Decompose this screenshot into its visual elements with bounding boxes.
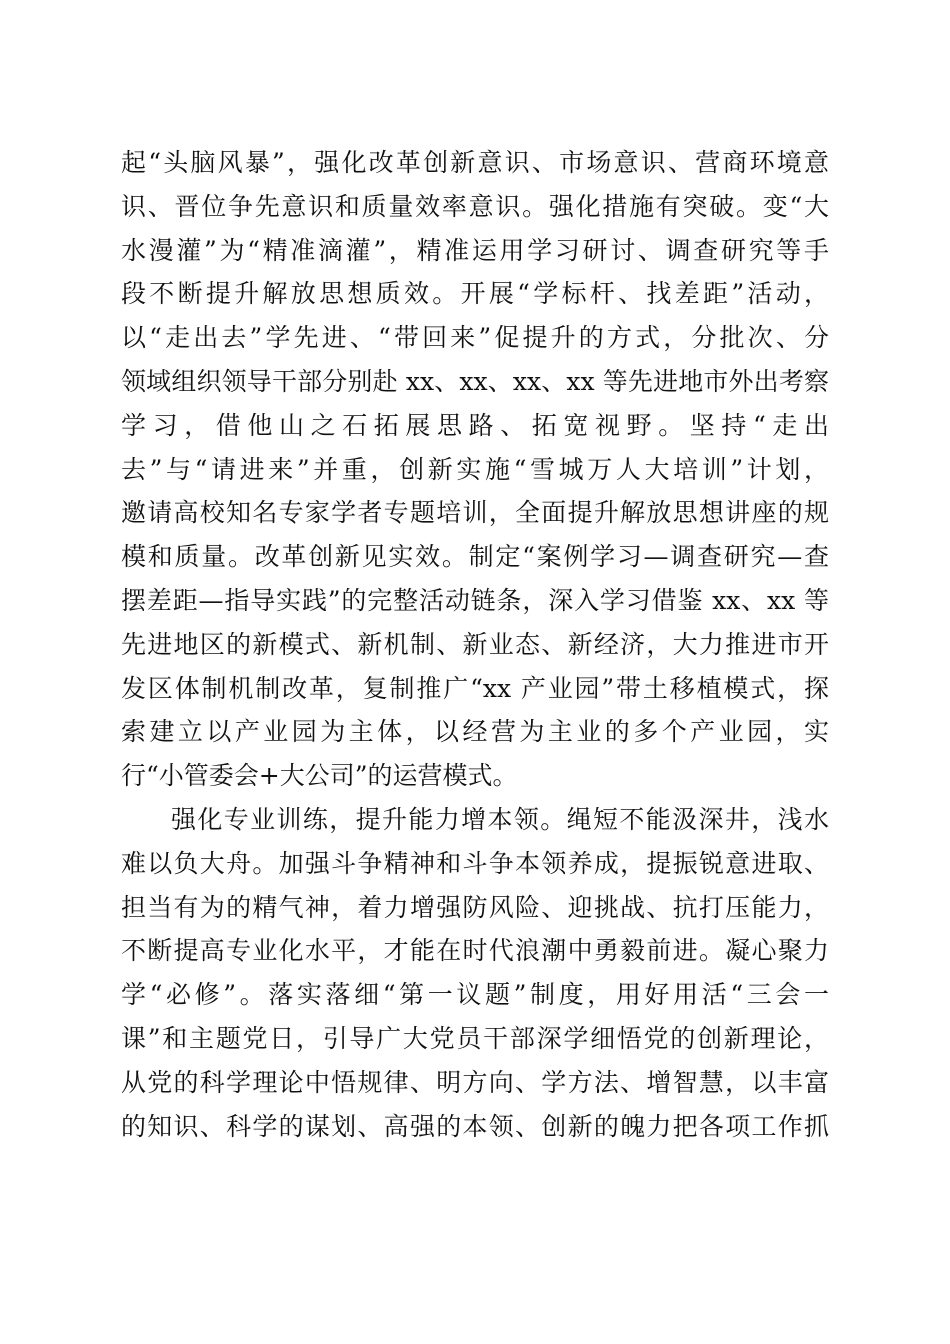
text-line: 学习，借他山之石拓展思路、拓宽视野。坚持“走出 (121, 410, 829, 440)
text-line: 发区体制机制改革，复制推广“xx 产业园”带土移植模式，探 (121, 673, 829, 703)
text-line: 识、晋位争先意识和质量效率意识。强化措施有突破。变“大 (121, 191, 829, 221)
text-line: 水漫灌”为“精准滴灌”，精准运用学习研讨、调查研究等手 (121, 235, 829, 265)
text-line: 索建立以产业园为主体，以经营为主业的多个产业园，实 (121, 717, 829, 747)
text-line: 模和质量。改革创新见实效。制定“案例学习—调查研究—查 (121, 542, 829, 572)
text-line: 摆差距—指导实践”的完整活动链条，深入学习借鉴 xx、xx 等 (121, 585, 829, 615)
text-line: 不断提高专业化水平，才能在时代浪潮中勇毅前进。凝心聚力 (121, 936, 829, 966)
text-line: 担当有为的精气神，着力增强防风险、迎挑战、抗打压能力， (121, 892, 829, 922)
text-line: 课”和主题党日，引导广大党员干部深学细悟党的创新理论， (121, 1023, 829, 1053)
text-line: 先进地区的新模式、新机制、新业态、新经济，大力推进市开 (121, 629, 829, 659)
paragraph-end-line: 行“小管委会+大公司”的运营模式。 (121, 761, 518, 791)
body-text (121, 141, 829, 1148)
text-line: 以“走出去”学先进、“带回来”促提升的方式，分批次、分 (121, 323, 829, 353)
text-line: 的知识、科学的谋划、高强的本领、创新的魄力把各项工作抓 (121, 1111, 829, 1141)
paragraph-first-line: 强化专业训练，提升能力增本领。绳短不能汲深井，浅水 (171, 804, 829, 834)
text-line: 学“必修”。落实落细“第一议题”制度，用好用活“三会一 (121, 980, 829, 1010)
text-line: 去”与“请进来”并重，创新实施“雪城万人大培训”计划， (121, 454, 829, 484)
text-line: 难以负大舟。加强斗争精神和斗争本领养成，提振锐意进取、 (121, 848, 829, 878)
text-line: 邀请高校知名专家学者专题培训，全面提升解放思想讲座的规 (121, 498, 829, 528)
text-line: 起“头脑风暴”，强化改革创新意识、市场意识、营商环境意 (121, 148, 829, 177)
text-line: 领域组织领导干部分别赴 xx、xx、xx、xx 等先进地市外出考察 (121, 366, 829, 396)
text-line: 从党的科学理论中悟规律、明方向、学方法、增智慧，以丰富 (121, 1067, 829, 1097)
text-line: 段不断提升解放思想质效。开展“学标杆、找差距”活动， (121, 279, 829, 309)
